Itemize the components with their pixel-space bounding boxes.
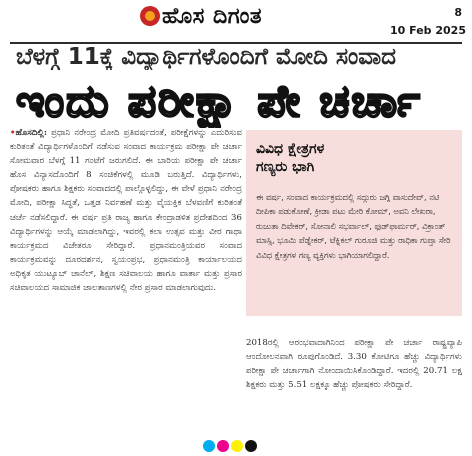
sidebar-box	[246, 130, 462, 316]
sidebar-title	[256, 140, 456, 176]
registration-marks	[203, 437, 269, 451]
body-text-left: ಪ್ರಧಾನಿ ನರೇಂದ್ರ ಮೋದಿ ಪ್ರತಿವರ್ಷದಂತೆ, ಪರೀಕ್ಷೆಗಳನ್ನು ಎದುರಿಸುವ ಕುರಿತಂತೆ ವಿದ್ಯಾರ್ಥಿಗಳೊಂದಿಗೆ ನಡೆಸುವ ಸಂವಾದ ಕಾರ್ಯಕ್ರಮ ಪರೀಕ್ಷಾ ಪೇ ಚರ್ಚಾ ಸೋಮವಾರ ಬೆಳಗ್ಗೆ 11 ಗಂಟೆಗೆ ಜರುಗಲಿದೆ. ಈ ಬಾರಿಯ ಪರೀಕ್ಷಾ ಪೇ ಚರ್ಚಾ ಹೊಸ ವಿನ್ಯಾಸದೊಂದಿಗೆ 8 ಸಂಚಿಕೆಗಳಲ್ಲಿ ಮೂಡಿ ಬರುತ್ತಿದೆ. ವಿದ್ಯಾರ್ಥಿಗಳು, ಪೋಷಕರು ಹಾಗೂ ಶಿಕ್ಷಕರು ಸಂವಾದದಲ್ಲಿ ಪಾಲ್ಗೊಳ್ಳಲಿದ್ದು, ಈ ವೇಳೆ ಪ್ರಧಾನಿ ನರೇಂದ್ರ ಮೋದಿ, ಪರೀಕ್ಷಾ ಸಿದ್ಧತೆ, ಒತ್ತಡ ನಿರ್ವಹಣೆ ಮತ್ತು ವೈಯಕ್ತಿಕ ಬೆಳವಣಿಗೆ ಕುರಿತಂತೆ ಚರ್ಚೆ ನಡೆಸಲಿದ್ದಾರೆ. ಈ ವರ್ಷ ಪ್ರತಿ ರಾಜ್ಯ ಹಾಗೂ ಕೇಂದ್ರಾಡಳಿತ ಪ್ರದೇಶದಿಂದ 36 ವಿದ್ಯಾರ್ಥಿಗಳನ್ನು ಆಯ್ಕೆ ಮಾಡಲಾಗಿದ್ದು, ಇವರಲ್ಲಿ ಕಲಾ ಉತ್ಸವ ಮತ್ತು ವೀರ ಗಾಥಾ ಕಾರ್ಯಕ್ರಮದ ವಿಜೇತರೂ ಸೇರಿದ್ದಾರೆ. ಪ್ರಧಾನಮಂತ್ರಿಯವರ ಸಂವಾದ ಕಾರ್ಯಕ್ರಮವನ್ನು ದೂರದರ್ಶನ, ಸ್ವಯಂಪ್ರಭ, ಪ್ರಧಾನಮಂತ್ರಿ ಕಾರ್ಯಾಲಯದ ಅಧಿಕೃತ ಯುಟ್ಯೂಬ್ ಚಾನೆಲ್, ಶಿಕ್ಷಣ ಸಚಿವಾಲಯ ಹಾಗೂ ವಾರ್ತಾ ಮತ್ತು ಪ್ರಸಾರ ಸಚಿವಾಲಯದ ಸಾಮಾಜಿಕ ಜಾಲತಾಣಗಳಲ್ಲಿ ನೇರ ಪ್ರಸಾರ ಮಾಡಲಾಗುವುದು.	[10, 128, 242, 294]
sidebar-title-line1: ವಿವಿಧ ಕ್ಷೇತ್ರಗಳ	[256, 141, 325, 157]
logo-text: ಹೊಸ ದಿಗಂತ	[162, 3, 263, 29]
article-body-right: 2018ರಲ್ಲಿ ಆರಂಭವಾದಾಗಿನಿಂದ ಪರೀಕ್ಷಾ ಪೇ ಚರ್ಚಾ ರಾಷ್ಟ್ರವ್ಯಾಪಿ ಆಂದೋಲನವಾಗಿ ರೂಪುಗೊಂಡಿದೆ. 3.30 ಕೋಟಿಗೂ ಹೆಚ್ಚು ವಿದ್ಯಾರ್ಥಿಗಳು ಪರೀಕ್ಷಾ ಪೇ ಚರ್ಚಾಗಾಗಿ ನೋಂದಾಯಿಸಿಕೊಂಡಿದ್ದಾರೆ. ಇದರಲ್ಲಿ 20.71 ಲಕ್ಷ ಶಿಕ್ಷಕರು ಮತ್ತು 5.51 ಲಕ್ಷಕ್ಕೂ ಹೆಚ್ಚು ಪೋಷಕರು ಸೇರಿದ್ದಾರೆ.	[246, 338, 462, 391]
page-number: 8	[454, 6, 462, 19]
issue-date: 10 Feb 2025	[390, 24, 466, 37]
magenta-dot-icon	[217, 440, 229, 452]
black-dot-icon	[245, 440, 257, 452]
article-body-left	[10, 126, 242, 295]
bullet-icon: •	[10, 128, 16, 138]
main-headline: ಇಂದು ಪರೀಕ್ಷಾ ಪೇ ಚರ್ಚಾ	[16, 76, 422, 127]
masthead	[0, 0, 472, 40]
sidebar-body: ಈ ವರ್ಷ, ಸಂವಾದ ಕಾರ್ಯಕ್ರಮದಲ್ಲಿ ಸದ್ಗುರು ಜಗ್ಗಿ ವಾಸುದೇವ್, ನಟಿ ದೀಪಿಕಾ ಪಡುಕೋಣೆ, ಕ್ರೀಡಾ ಪಟು ಮೇರಿ ಕೋಮ್, ಅವನಿ ಲೇಖರಾ, ರುಜುತಾ ದಿವೇಕರ್, ಸೋನಾಲಿ ಸಭರ್ವಾಲ್, ಫುಡ್‌ಫಾರ್ಮರ್, ವಿಕ್ರಾಂತ್ ಮಾಸ್ಸಿ, ಭೂಮಿ ಪೆಡ್ನೇಕರ್, ಟೆಕ್ನಿಕಲ್ ಗುರೂಜಿ ಮತ್ತು ರಾಧಿಕಾ ಗುಪ್ತಾ ಸೇರಿ ವಿವಿಧ ಕ್ಷೇತ್ರಗಳ ಗಣ್ಯ ವ್ಯಕ್ತಿಗಳು ಭಾಗಿಯಾಗಲಿದ್ದಾರೆ.	[256, 192, 451, 260]
newspaper-logo	[140, 3, 262, 29]
kicker-headline: ಬೆಳಗ್ಗೆ 11ಕ್ಕೆ ವಿದ್ಯಾರ್ಥಿಗಳೊಂದಿಗೆ ಮೋದಿ ಸಂವಾದ	[16, 44, 396, 70]
dateline: ಹೊಸದಿಲ್ಲಿ:	[15, 128, 48, 138]
cyan-dot-icon	[203, 440, 215, 452]
sidebar-title-line2: ಗಣ್ಯರು ಭಾಗಿ	[256, 159, 315, 175]
logo-emblem-icon	[140, 6, 160, 26]
yellow-dot-icon	[231, 440, 243, 452]
